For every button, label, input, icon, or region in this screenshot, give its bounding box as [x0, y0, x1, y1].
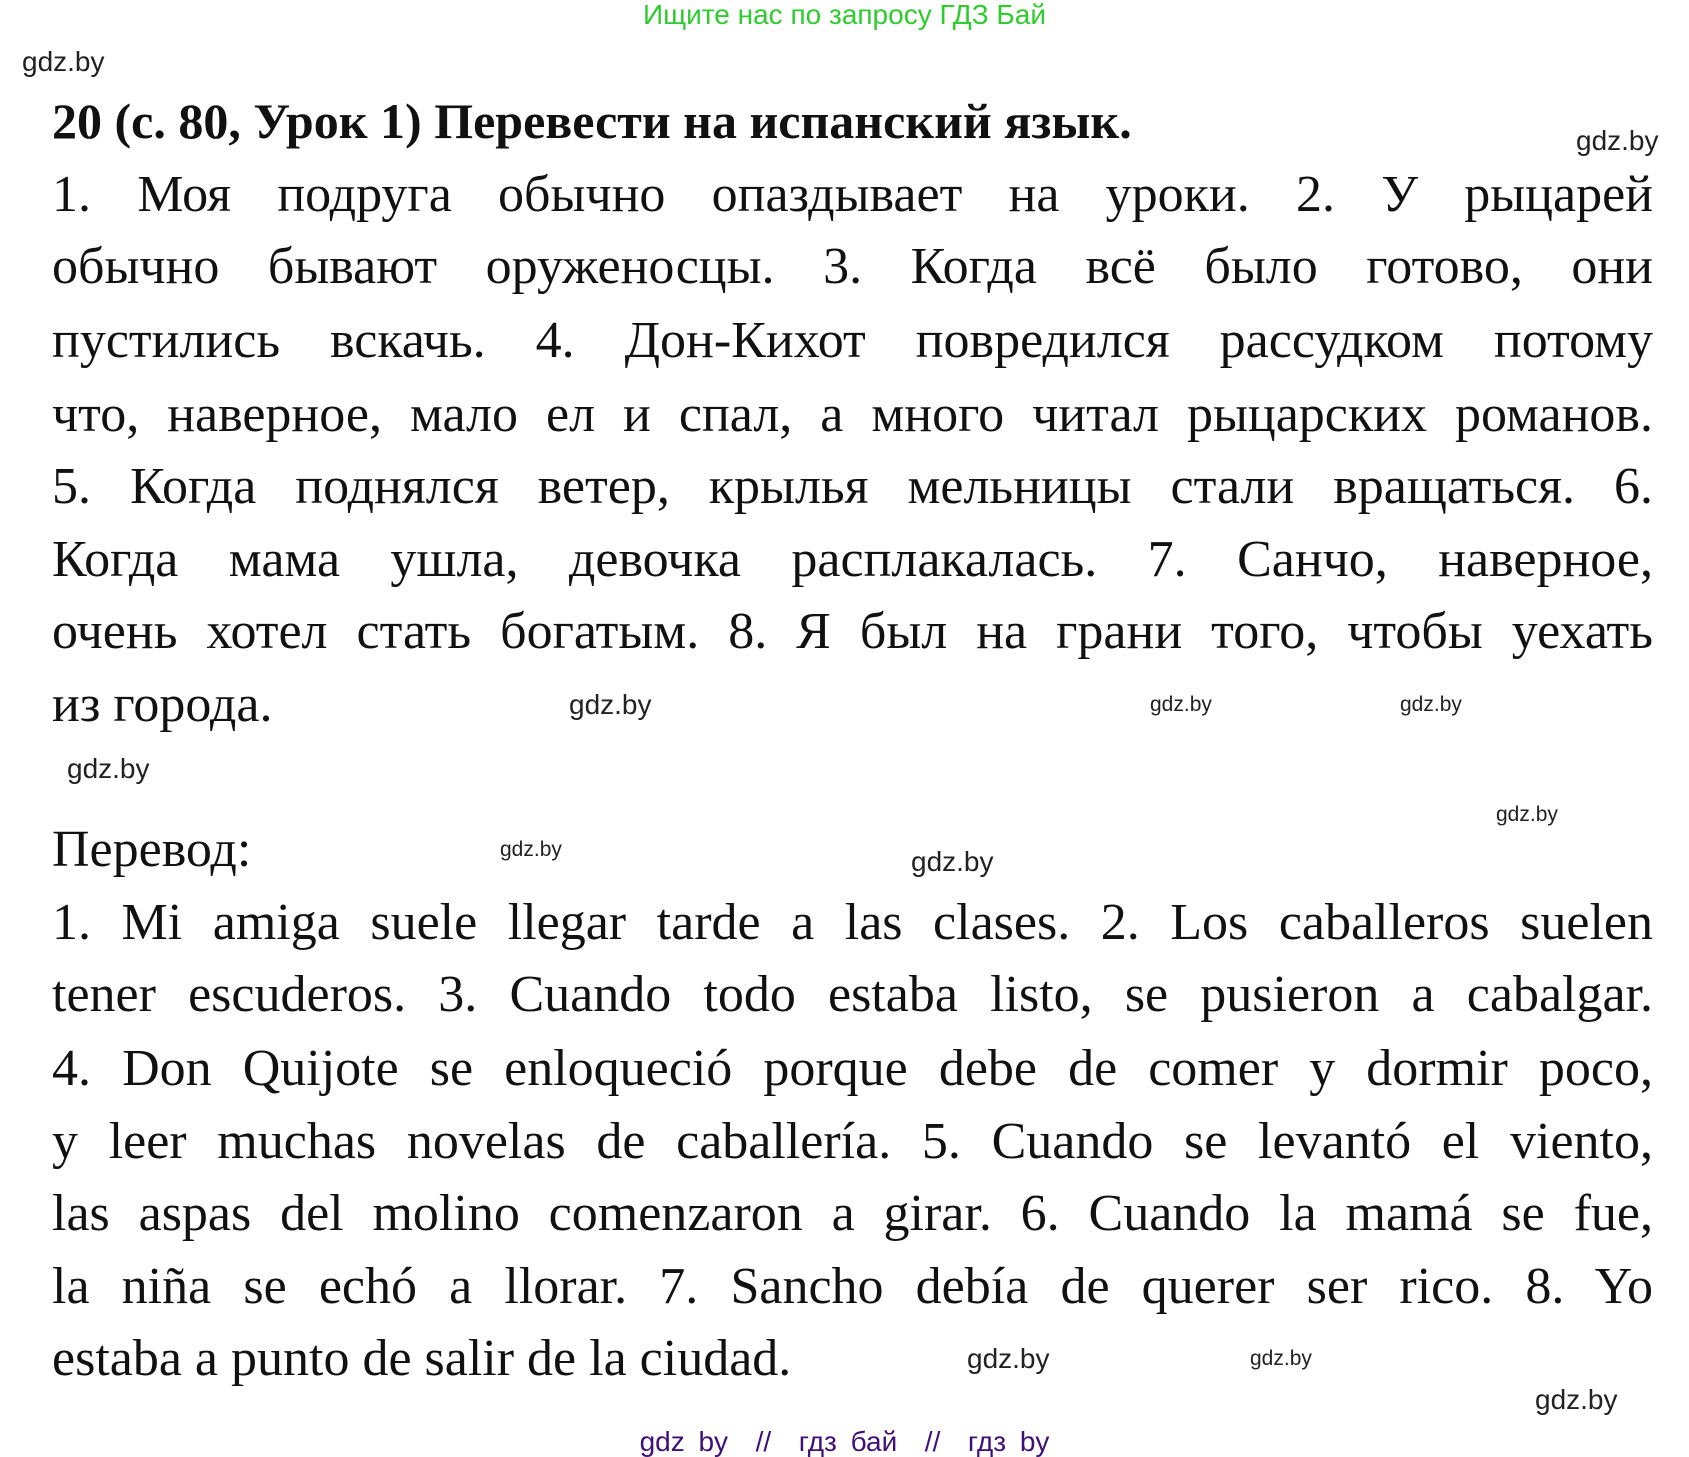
task-line: 1. Моя подруга обычно опаздывает на уроки. 2. У рыцарей: [52, 166, 1653, 223]
translation-line: tener escuderos. 3. Cuando todo estaba listo, se pusieron a cabalgar.: [52, 966, 1653, 1023]
translation-line: 4. Don Quijote se enloqueció porque debe de comer y dormir poco,: [52, 1040, 1653, 1097]
task-line: что, наверное, мало ел и спал, а много читал рыцарских романов.: [52, 386, 1653, 443]
watermark: gdz.by: [67, 753, 150, 784]
translation-line: y leer muchas novelas de caballería. 5. Cuando se levantó el viento,: [52, 1113, 1653, 1170]
watermark: gdz.by: [1250, 1347, 1312, 1370]
footer-links: gdz by // гдз бай // гдз by: [639, 1426, 1050, 1457]
translation-line: 1. Mi amiga suele llegar tarde a las clases. 2. Los caballeros suelen: [52, 894, 1653, 951]
translation-line: la niña se echó a llorar. 7. Sancho debía de querer ser rico. 8. Yo: [52, 1258, 1653, 1315]
translation-line: las aspas del molino comenzaron a girar. 6. Cuando la mamá se fue,: [52, 1185, 1653, 1242]
watermark: gdz.by: [569, 689, 652, 720]
task-line: из города.: [52, 676, 273, 733]
watermark: gdz.by: [1400, 693, 1462, 716]
task-line: пустились вскачь. 4. Дон-Кихот повредился рассудком потому: [52, 312, 1653, 369]
task-line: очень хотел стать богатым. 8. Я был на грани того, чтобы уехать: [52, 603, 1653, 660]
watermark: gdz.by: [967, 1343, 1050, 1374]
watermark: gdz.by: [1576, 125, 1659, 156]
task-line: Когда мама ушла, девочка расплакалась. 7. Санчо, наверное,: [52, 531, 1653, 588]
translation-heading: Перевод:: [52, 821, 252, 878]
watermark: gdz.by: [22, 46, 105, 77]
task-line: 5. Когда поднялся ветер, крылья мельницы стали вращаться. 6.: [52, 458, 1653, 515]
watermark: gdz.by: [911, 846, 994, 877]
watermark: gdz.by: [500, 838, 562, 861]
translation-line: estaba a punto de salir de la ciudad.: [52, 1330, 792, 1387]
watermark: gdz.by: [1150, 693, 1212, 716]
task-line: обычно бывают оруженосцы. 3. Когда всё было готово, они: [52, 238, 1653, 295]
search-banner: Ищите нас по запросу ГДЗ Бай: [642, 0, 1047, 30]
watermark: gdz.by: [1535, 1384, 1618, 1415]
watermark: gdz.by: [1496, 803, 1558, 826]
exercise-title: 20 (с. 80, Урок 1) Перевести на испанский язык.: [52, 93, 1132, 149]
